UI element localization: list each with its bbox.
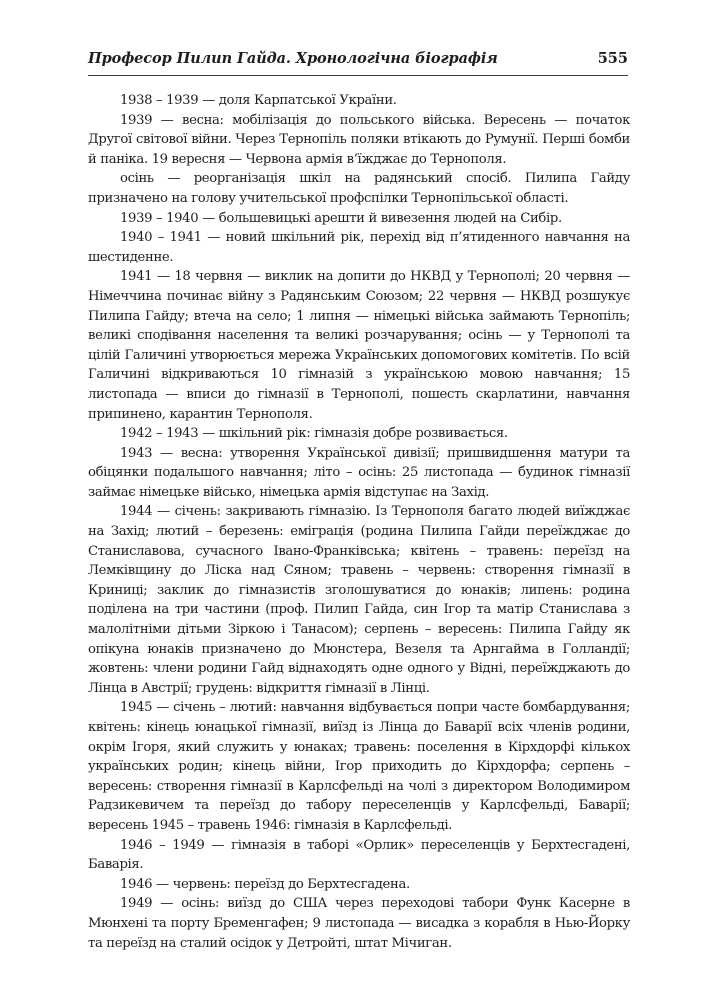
- paragraph-1946-1949: 1946 – 1949 — гімназія в таборі «Орлик» переселенців у Берхтесгадені, Баварія.: [88, 837, 630, 873]
- paragraph-1944: 1944 — січень: закривають гімназію. Із Тернополя багато людей виїжджає на Захід; лютий – березень: еміграція (родина Пилипа Гайди переїжджає до Станиславова, сучасного Івано-Франківська; квітень – травень: переїзд на Лемківщину до Ліска над Сяном; травень – червень: створення гімназії в Криниці; заклик до гімназистів зголошуватися до юнаків; липень: родина поділена на три частини (проф. Пилип Гайда, син Ігор та матір Станислава з малолітніми дітьми Зіркою і Танасом); серпень – вересень: Пилипа Гайду як опікуна юнаків призначено до Мюнстера, Везеля та Арнгайма в Голландії; жовтень: члени родини Гайд віднаходять одне одного у Відні, переїжджають до Лінца в Австрії; грудень: відкриття гімназії в Лінці.: [88, 504, 630, 696]
- paragraph-1949: 1949 — осінь: виїзд до США через переходові табори Функ Касерне в Мюнхені та порту Бременгафен; 9 листопада — висадка з корабля в Нью-Йорку та переїзд на сталий осідок у Детройті, штат Мічиган.: [88, 896, 630, 951]
- paragraph-1943: 1943 — весна: утворення Української дивізії; пришвидшення матури та обіцянки подальшого навчання; літо – осінь: 25 листопада — будинок гімназії займає німецьке військо, німецька армія відступає на Захід.: [88, 445, 630, 500]
- running-head: [88, 50, 628, 74]
- paragraph-1940-1941: 1940 – 1941 — новий шкільний рік, перехід від п’ятиденного навчання на шестиденне.: [88, 230, 630, 265]
- page-number: 555: [597, 50, 628, 67]
- paragraph-1939-spring: 1939 — весна: мобілізація до польського війська. Вересень — початок Другої світової війни. Через Тернопіль поляки втікають до Румунії. Перші бомби й паніка. 19 вересня — Червона армія в’їжджає до Тернополя.: [88, 112, 630, 167]
- paragraph-1938-1939: 1938 – 1939 — доля Карпатської України.: [120, 93, 397, 108]
- paragraph-1946-june: 1946 — червень: переїзд до Берхтесгадена.: [120, 876, 410, 892]
- header-rule: [88, 75, 628, 76]
- running-title: Професор Пилип Гайда. Хронологічна біографія: [88, 50, 498, 67]
- chronology-text: [88, 91, 630, 953]
- paragraph-1939-1940: 1939 – 1940 — большевицькі арешти й вивезення людей на Сибір.: [120, 210, 562, 226]
- paragraph-1945: 1945 — січень – лютий: навчання відбувається попри часте бомбардування; квітень: кінець юнацької гімназії, виїзд із Лінца до Баварії всіх членів родини, окрім Ігоря, який служить у юнаках; травень: поселення в Кірхдорфі кількох українських родин; кінець війни, Ігор приходить до Кірхдорфа; серпень – вересень: створення гімназії в Карлсфельді на чолі з директором Володимиром Радзикевичем та переїзд до табору переселенців у Карлсфельді, Баварії; вересень 1945 – травень 1946: гімназія в Карлсфельді.: [88, 700, 630, 833]
- paragraph-1939-autumn: осінь — реорганізація шкіл на радянський спосіб. Пилипа Гайду призначено на голову учительської профспілки Тернопільської області.: [88, 171, 630, 206]
- paragraph-1942-1943: 1942 – 1943 — шкільний рік: гімназія добре розвивається.: [120, 426, 508, 442]
- paragraph-1941: 1941 — 18 червня — виклик на допити до НКВД у Тернополі; 20 червня — Німеччина починає війну з Радянським Союзом; 22 червня — НКВД розшукує Пилипа Гайду; втеча на село; 1 липня — німецькі війська займають Тернопіль; великі сподівання населення та великі розчарування; осінь — у Тернополі та цілій Галичині утворюється мережа Українських допомогових комітетів. По всій Галичині відкриваються 10 гімназій з українською мовою навчання; 15 листопада — вписи до гімназії в Тернополі, пошесть скарлатини, навчання припинено, карантин Тернополя.: [88, 269, 630, 422]
